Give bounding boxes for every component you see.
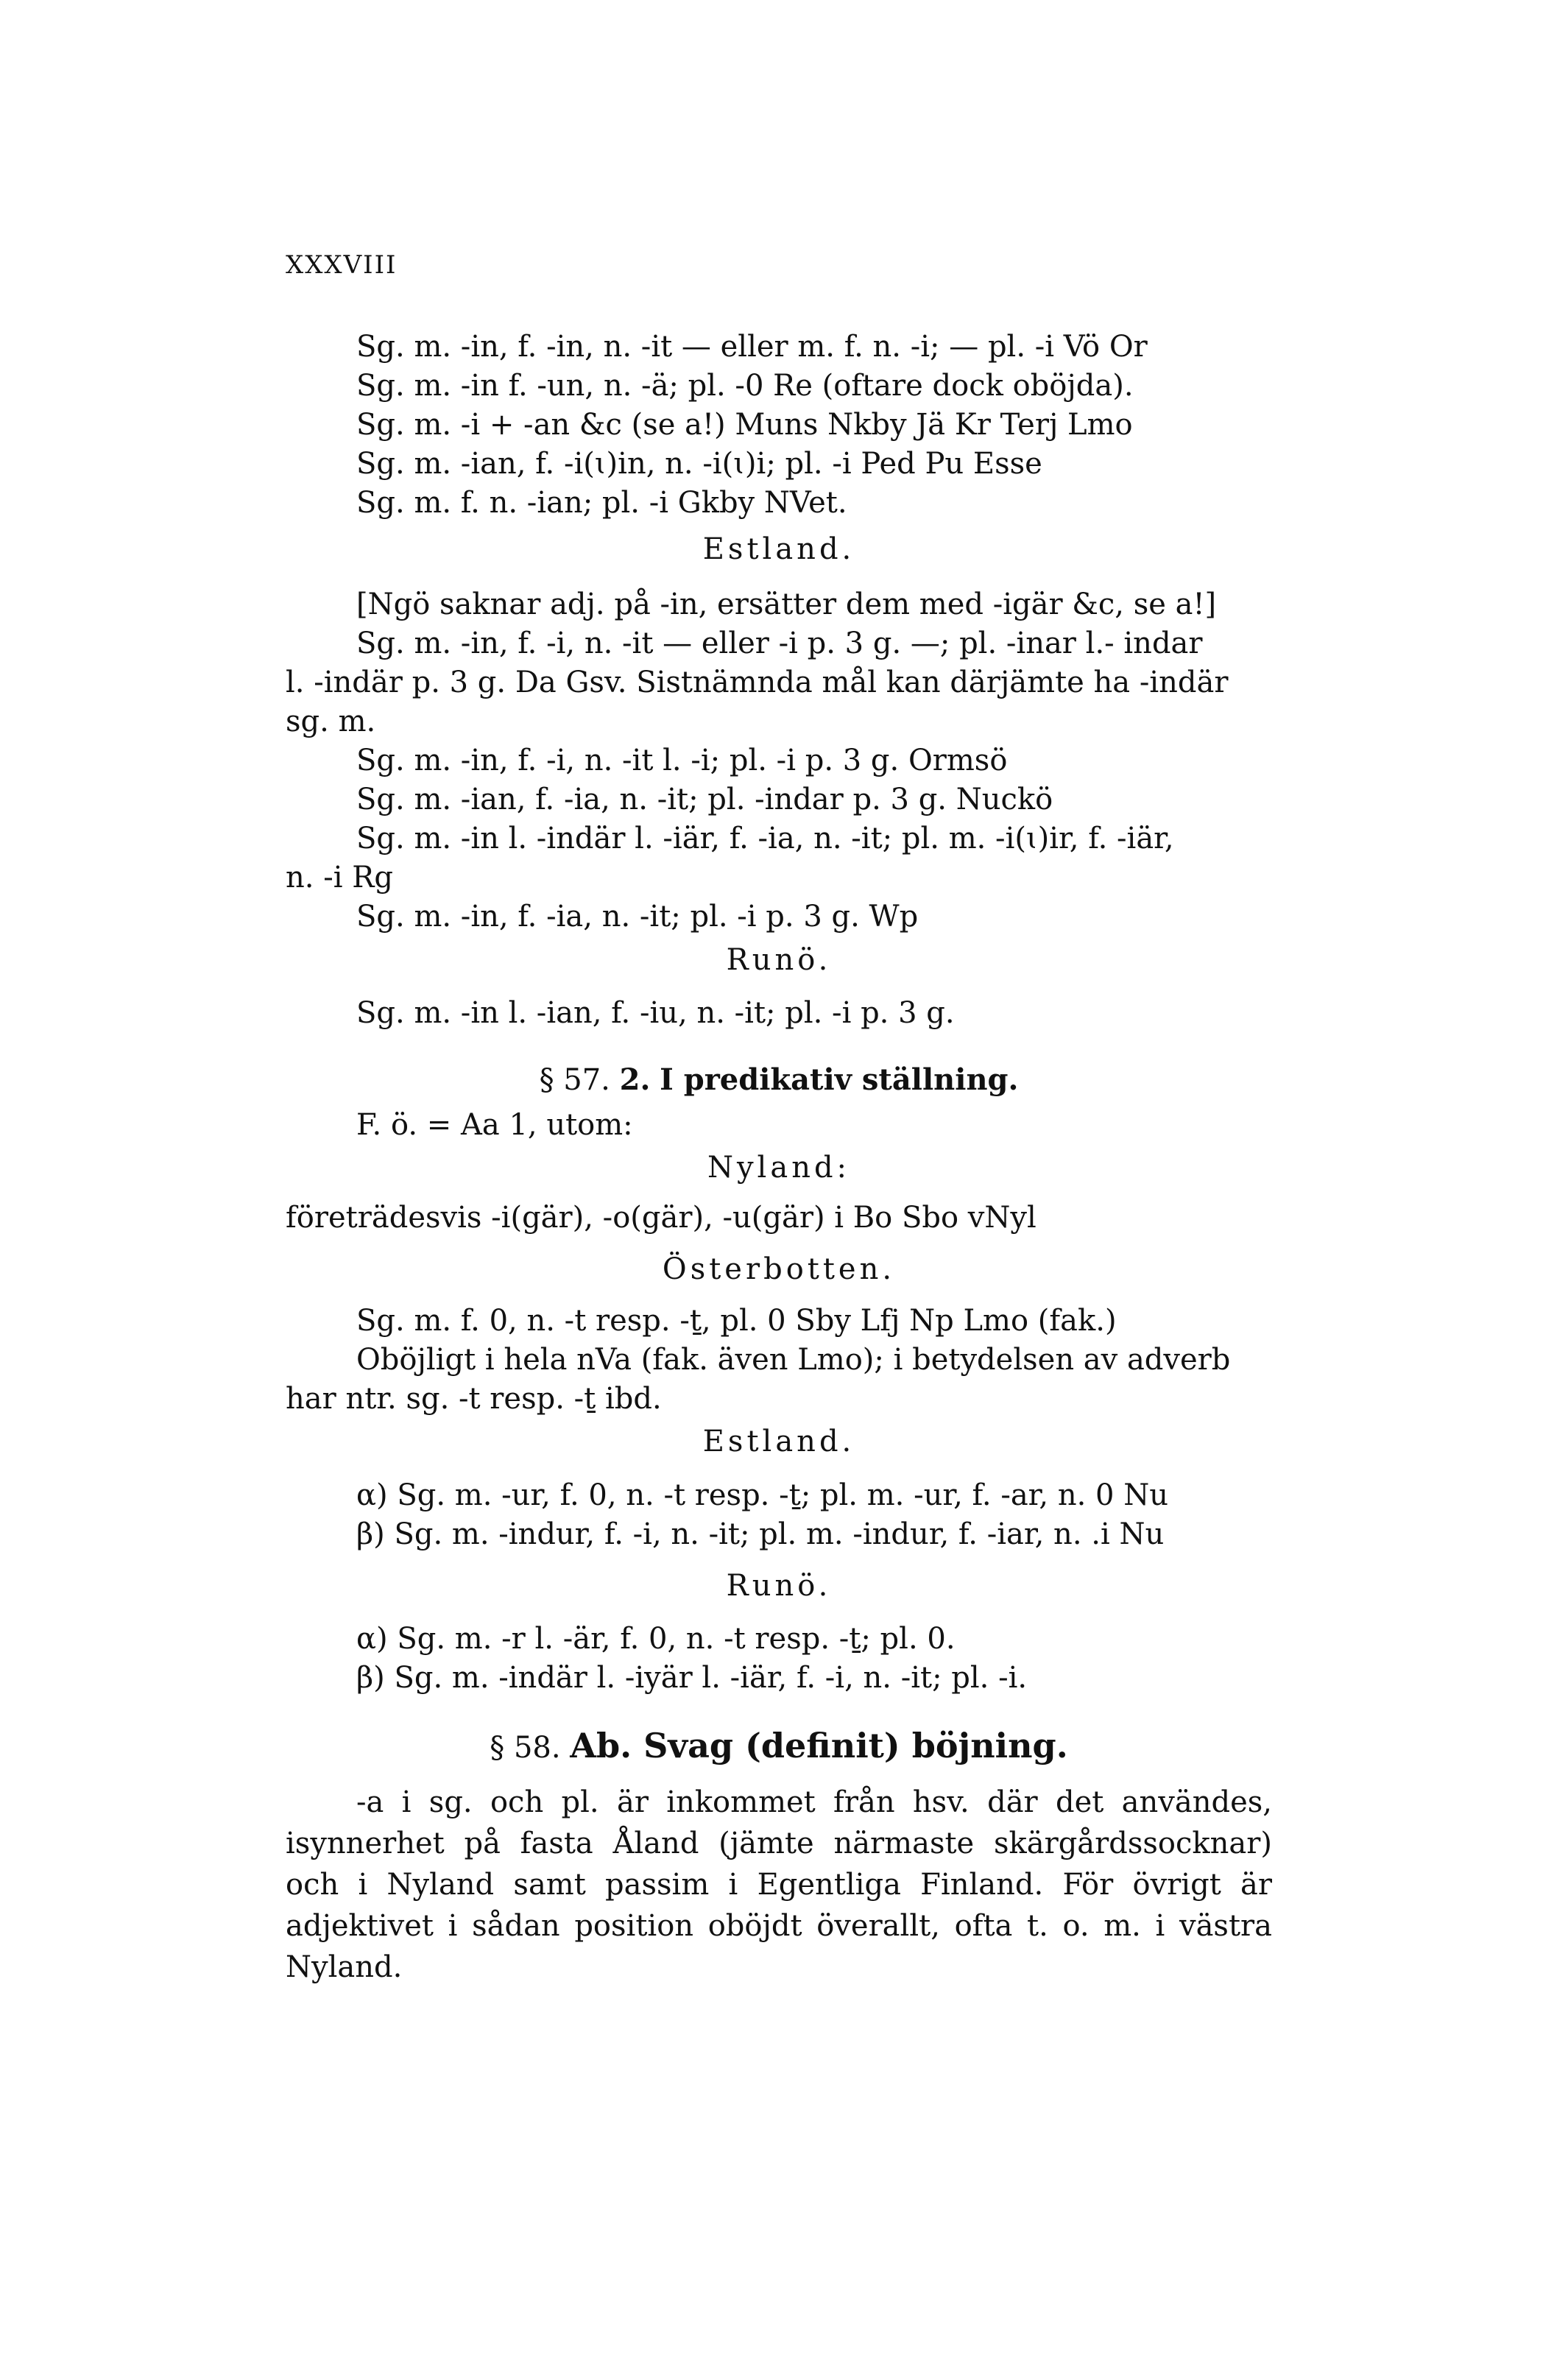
final-paragraph-block [286,1782,1272,1988]
inflection-line: Sg. m. -in l. -indär l. -iär, f. -ia, n. -it; pl. m. -i(ɩ)ir, f. -iär, [356,822,1174,856]
region-heading: Runö. [726,1569,832,1603]
section-title: Ab. Svag (definit) böjning. [570,1726,1068,1765]
estland-lines-2 [286,1476,1272,1554]
inflection-line: Sg. m. -in, f. -i, n. -it l. -i; pl. -i p. 3 g. Ormsö [356,744,1008,777]
inflection-line: β) Sg. m. -indur, f. -i, n. -it; pl. m. -indur, f. -iar, n. .i Nu [356,1517,1165,1551]
inflection-line: n. -i Rg [286,861,393,895]
region-heading: Nyland: [707,1151,851,1185]
inflection-line: Oböjligt i hela nVa (fak. även Lmo); i betydelsen av adverb [356,1343,1231,1377]
inflection-line: α) Sg. m. -r l. -är, f. 0, n. -t resp. -ṯ; pl. 0. [356,1622,956,1656]
estland-section-2 [286,1422,1272,1461]
runo-lines-2 [286,1620,1272,1698]
runo-section-1 [286,941,1272,980]
section-number: § 57. [539,1063,610,1097]
runo-lines-1 [286,994,1272,1033]
inflection-line: Sg. m. -ian, f. -ia, n. -it; pl. -indar p. 3 g. Nuckö [356,783,1053,816]
region-heading: Österbotten. [662,1252,896,1286]
body-paragraph: -a i sg. och pl. är inkommet från hsv. där det användes, isynnerhet på fasta Åland (jämte närmaste skärgårdssocknar) och i Nyland samt passim i Egentliga Finland. För övrigt är adjektivet i sådan position oböjdt överallt, ofta t. o. m. i västra Nyland. [286,1785,1272,1984]
osterbotten-lines [286,1302,1272,1419]
region-heading: Estland. [702,1425,855,1458]
runo-section-2 [286,1567,1272,1606]
page-number: XXXVIII [286,250,398,280]
inflection-line: har ntr. sg. -t resp. -ṯ ibd. [286,1382,662,1416]
nyland-section [286,1149,1272,1188]
estland-lines-1 [286,585,1272,936]
estland-section-1 [286,530,1272,569]
inflection-line: β) Sg. m. -indär l. -iyär l. -iär, f. -i, n. -it; pl. -i. [356,1661,1028,1695]
inflection-line: Sg. m. -ian, f. -i(ɩ)in, n. -i(ɩ)i; pl. -i Ped Pu Esse [356,447,1042,481]
region-heading: Estland. [702,532,855,566]
inflection-line: Sg. m. f. n. -ian; pl. -i Gkby NVet. [356,486,847,520]
osterbotten-section [286,1250,1272,1289]
nyland-lines [286,1199,1272,1238]
inflection-line: Sg. m. -in l. -ian, f. -iu, n. -it; pl. -i p. 3 g. [356,996,955,1030]
inflection-line: Sg. m. -in, f. -ia, n. -it; pl. -i p. 3 g. Wp [356,900,919,934]
fo-line-block [286,1106,1272,1145]
section-title: I predikativ ställning. [660,1062,1019,1097]
inflection-line: Sg. m. -in, f. -in, n. -it — eller m. f. n. -i; — pl. -i Vö Or [356,330,1148,364]
inflection-line: Sg. m. -in, f. -i, n. -it — eller -i p. 3 g. —; pl. -inar l.- indar [356,627,1203,660]
inflection-line: företrädesvis -i(gär), -o(gär), -u(gär) i Bo Sbo vNyl [286,1201,1036,1235]
inflection-line: F. ö. = Aa 1, utom: [356,1108,633,1142]
section-57-heading [286,1060,1272,1100]
section-subnumber: 2. [619,1062,651,1097]
inflection-line: Sg. m. -i + -an &c (se a!) Muns Nkby Jä Kr Terj Lmo [356,408,1133,442]
region-heading: Runö. [726,943,832,977]
inflection-line: sg. m. [286,705,376,738]
inflection-line: α) Sg. m. -ur, f. 0, n. -t resp. -ṯ; pl. m. -ur, f. -ar, n. 0 Nu [356,1478,1168,1512]
inflection-line: [Ngö saknar adj. på -in, ersätter dem med -igär &c, se a!] [356,588,1217,621]
inflection-line: l. -indär p. 3 g. Da Gsv. Sistnämnda mål kan därjämte ha -indär [286,666,1229,699]
inflection-block-1 [286,328,1272,523]
section-number: § 58. [490,1731,561,1765]
inflection-line: Sg. m. -in f. -un, n. -ä; pl. -0 Re (oftare dock oböjda). [356,369,1134,403]
inflection-line: Sg. m. f. 0, n. -t resp. -ṯ, pl. 0 Sby Lfj Np Lmo (fak.) [356,1304,1117,1338]
section-58-heading [286,1726,1272,1768]
